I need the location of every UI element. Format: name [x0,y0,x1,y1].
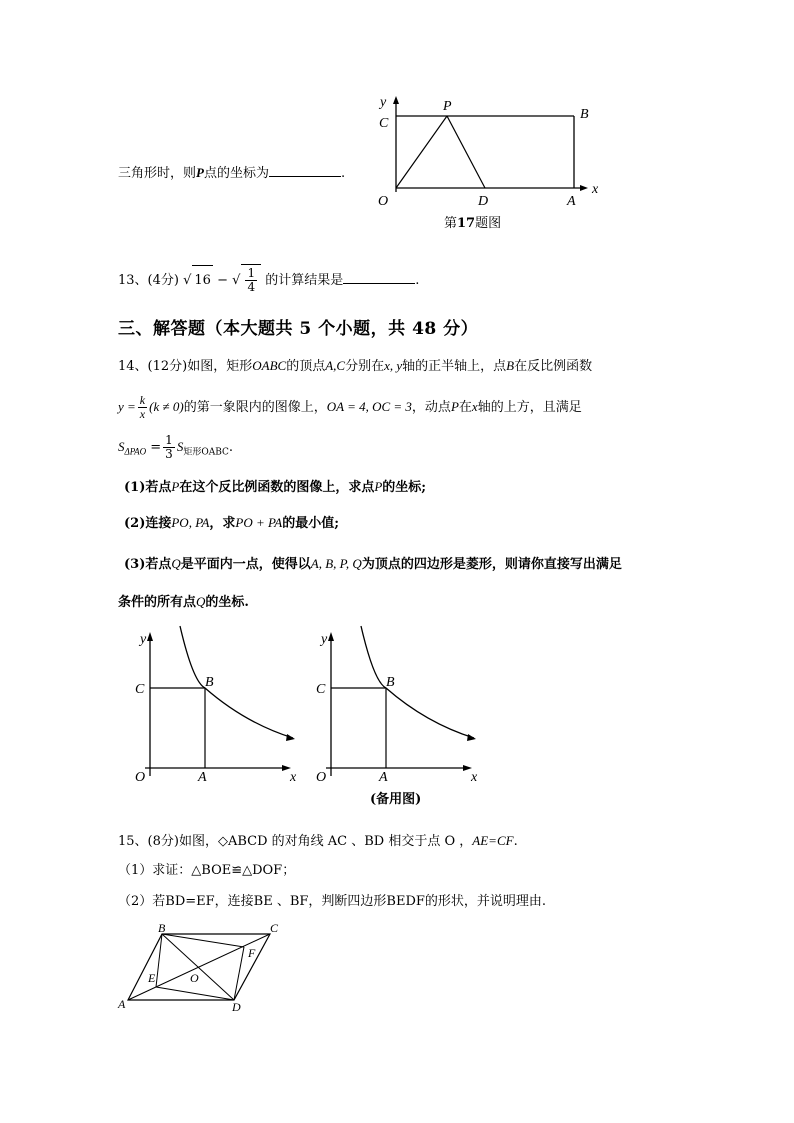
q13-radicand-16: 16 [192,265,213,296]
q14-p3-abpq: A, B, P, Q [310,556,362,571]
q12-tail-line [118,162,345,183]
q13-text: 的计算结果是 [265,273,344,288]
q14f2-label-c: C [316,682,326,697]
q14f2-label-o: O [316,770,327,785]
q14f1-y-arrow [147,632,153,641]
q14-p1-c: 在这个反比例函数的图像上，求点 [179,480,375,495]
q14-part-3 [124,555,622,574]
q13-sqrt-frac: √ $\frac{1}{4}$ [232,273,261,288]
q15-label-f: F [248,946,256,960]
q15-end: . [513,834,518,849]
q14-oabc: OABC [252,358,287,373]
q15-ae-cf: AE=CF [472,833,514,848]
q13-end: . [415,273,420,288]
q13-sqrt-16: √ 16 [183,273,213,288]
fig17-x-arrow [580,185,588,191]
q15-text-a: 如图，◇ABCD 的对角线 AC 、BD 相交于点 O ， [178,834,473,849]
fig17-label-b: B [580,107,589,122]
q14f2-label-x: x [471,770,478,785]
q14-l2-p: P [450,399,459,414]
q15-label-d: D [232,1000,241,1014]
q14-line-2 [118,392,582,423]
q14-l2-x: x [471,399,478,414]
q14-backup-caption: (备用图) [370,792,422,807]
q15-figure [112,920,292,1015]
q14-frac-3: 3 [165,447,173,461]
q14f2-hyperbola [361,626,474,738]
q14-l2-text-a: 的第一象限内的图像上， [183,400,327,415]
fig17-caption-post: 题图 [475,216,502,231]
q13-number: 13、(4分) [118,273,179,288]
q13-frac-den: 4 [247,280,256,294]
q14-s1: S [118,439,125,454]
q14f2-y-arrow [328,632,334,641]
q15-segment-be [156,934,162,987]
q14-k-cond: (k ≠ 0) [149,399,184,414]
q12-text-1: 三角形时，则 [118,166,197,181]
q12-end: . [340,166,346,181]
q14-text-a: 如图，矩形 [187,359,253,374]
q14-y-eq: y = [118,399,136,414]
q14-frac-1: 1 [165,433,173,447]
fig17-op-segment [396,116,447,188]
fig17-label-p: P [443,99,452,114]
q14-text-c: 的顶点 [286,359,326,374]
q14-p2-c: ，求 [209,516,236,531]
q14-number: 14、(12分) [118,359,188,374]
q15-label-c: C [270,921,279,935]
q14-xy: x, y [384,358,403,373]
q14-p1-e: 的坐标; [382,480,427,495]
q14-frac-k: k [139,393,146,407]
q14f1-label-c: C [135,682,145,697]
q14-p2-popa: PO, PA [171,515,210,530]
q14-p3-c: 是平面内一点，使得以 [180,557,311,572]
section-3-heading: 三、解答题（本大题共 5 个小题，共 48 分） [118,319,479,339]
fig17-caption-num: 17 [457,216,476,231]
q14-p1-p2: P [374,479,383,494]
fig17-label-y: y [380,95,387,110]
q14-text-g: 轴的正半轴上，点 [402,359,507,374]
q14-s2-sub: 矩形OABC [183,447,229,458]
q14-b: B [506,358,515,373]
q14-eq: = [150,440,162,455]
q12-answer-blank[interactable] [269,162,341,177]
q15-label-o: O [190,971,199,985]
fig17-pd-segment [447,116,485,188]
q14-text-i: 在反比例函数 [514,359,593,374]
q14f1-hyperbola [180,626,293,738]
q14-line-1 [118,357,592,376]
q14f2-label-b: B [386,675,395,690]
q14-l3-end: . [228,440,233,455]
q12-text-2: 点的坐标为 [203,166,269,181]
q14-p3-h: 的坐标. [205,595,249,610]
q15-part-1: （1）求证：△BOE≌△DOF； [118,863,296,878]
fig17-caption [444,215,501,233]
q15-number: 15、(8分) [118,834,179,849]
q13-frac-num: 1 [247,266,256,280]
q14-oa-oc: OA = 4, OC = 3 [326,399,412,414]
q14-ac: A,C [325,358,346,373]
q14-text-e: 分别在 [345,359,385,374]
q13-line [118,264,419,296]
q15-part-2: （2）若BD=EF，连接BE 、BF，判断四边形BEDF的形状，并说明理由. [118,894,547,909]
q14f1-label-x: x [290,770,297,785]
q14-part-3-cont [118,593,249,612]
q14-figure-main [125,618,315,788]
q14-figure-backup [306,618,496,788]
q12-point: P [196,165,204,180]
q14-l2-text-g: 轴的上方，且满足 [477,400,582,415]
fig17-label-a: A [567,194,576,209]
q14f2-curve-arrow [467,734,476,741]
q14f2-label-y: y [321,632,328,647]
q14-line-3 [118,432,233,468]
q14-l2-text-e: 在 [458,400,472,415]
q14f1-label-y: y [140,632,147,647]
q14-p2-a: (2)连接 [124,516,172,531]
q15-label-b: B [158,921,166,935]
q13-minus: − [217,273,228,288]
fig17-label-d: D [478,194,489,209]
q14f1-label-o: O [135,770,146,785]
q14-p1-p: P [171,479,180,494]
fig17-caption-pre: 第 [444,216,458,231]
q14-part-2 [124,514,339,533]
q14-p3-f: 条件的所有点 [118,595,197,610]
q14-p2-sum: PO + PA [235,515,283,530]
q14-p1-a: (1)若点 [124,480,172,495]
q14-p3-q2: Q [196,594,206,609]
q14f1-curve-arrow [286,734,295,741]
q14-frac-x: x [139,407,146,421]
q15-label-a: A [118,997,126,1011]
q14-s1-sub: ΔPAO [124,446,147,457]
q15-label-e: E [148,971,156,985]
q14-p3-q: Q [171,556,181,571]
q14f2-label-a: A [379,770,388,785]
q14f1-label-a: A [198,770,207,785]
fig17-y-arrow [393,96,399,104]
fig17-label-x: x [592,182,599,197]
q13-answer-blank[interactable] [343,269,415,284]
fig17-label-c: C [379,116,389,131]
q14-p2-e: 的最小值; [282,516,340,531]
q14-part-1 [124,478,426,497]
q14-p3-a: (3)若点 [124,557,172,572]
q14-p3-e: 为顶点的四边形是菱形，则请你直接写出满足 [361,557,622,572]
q14f1-label-b: B [205,675,214,690]
q14-l2-text-c: ，动点 [411,400,451,415]
fig17-label-o: O [378,194,389,209]
q15-diagonal-ac [128,934,270,1000]
q14-s2: S [176,439,184,454]
q15-line-1 [118,832,518,851]
